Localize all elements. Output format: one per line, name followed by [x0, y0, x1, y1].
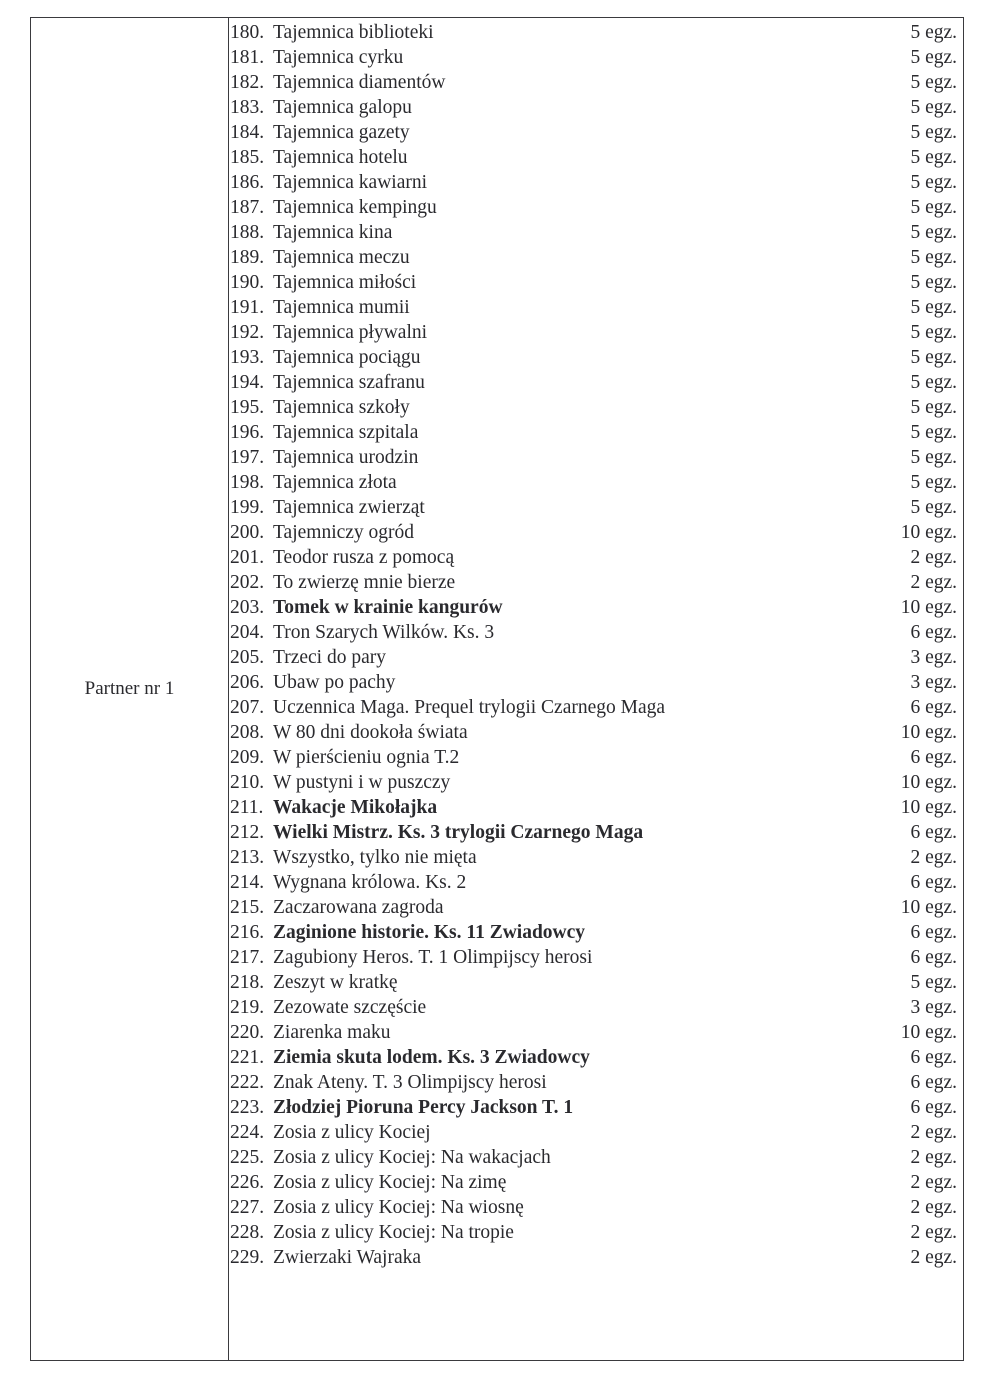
item-number: 198. — [230, 472, 265, 493]
copy-count: 5 egz. — [910, 447, 957, 468]
copy-count: 10 egz. — [900, 597, 957, 618]
table-row — [230, 1020, 963, 1045]
book-title: Uczennica Maga. Prequel trylogii Czarnego Maga — [273, 697, 666, 718]
book-title: Tajemnica mumii — [273, 297, 410, 318]
table-row — [230, 695, 963, 720]
book-title: Wakacje Mikołajka — [273, 797, 438, 818]
copy-count: 2 egz. — [910, 847, 957, 868]
table-row — [230, 395, 963, 420]
copy-count: 6 egz. — [910, 1097, 957, 1118]
copy-count: 5 egz. — [910, 472, 957, 493]
column-divider — [228, 18, 229, 1360]
book-title: Teodor rusza z pomocą — [273, 547, 455, 568]
copy-count: 10 egz. — [900, 897, 957, 918]
copy-count: 5 egz. — [910, 97, 957, 118]
table-row — [230, 770, 963, 795]
book-title: Tajemnica kempingu — [273, 197, 437, 218]
table-row — [230, 220, 963, 245]
copy-count: 10 egz. — [900, 722, 957, 743]
item-number: 227. — [230, 1197, 265, 1218]
table-row — [230, 245, 963, 270]
item-number: 197. — [230, 447, 265, 468]
copy-count: 2 egz. — [910, 547, 957, 568]
book-title: Ziarenka maku — [273, 1022, 391, 1043]
item-number: 194. — [230, 372, 265, 393]
table-row — [230, 720, 963, 745]
item-number: 181. — [230, 47, 265, 68]
copy-count: 2 egz. — [910, 1222, 957, 1243]
copy-count: 6 egz. — [910, 947, 957, 968]
item-number: 215. — [230, 897, 265, 918]
item-number: 189. — [230, 247, 265, 268]
copy-count: 10 egz. — [900, 797, 957, 818]
table-row — [230, 595, 963, 620]
book-title: Tajemnica kawiarni — [273, 172, 428, 193]
table-row — [230, 1170, 963, 1195]
table-row — [230, 445, 963, 470]
copy-count: 5 egz. — [910, 197, 957, 218]
table-row — [230, 920, 963, 945]
copy-count: 6 egz. — [910, 822, 957, 843]
item-number: 180. — [230, 22, 265, 43]
table-row — [230, 945, 963, 970]
table-row — [230, 1245, 963, 1270]
table-row — [230, 1045, 963, 1070]
table-row — [230, 845, 963, 870]
copy-count: 5 egz. — [910, 372, 957, 393]
book-title: Zwierzaki Wajraka — [273, 1247, 422, 1268]
copy-count: 5 egz. — [910, 72, 957, 93]
item-number: 187. — [230, 197, 265, 218]
copy-count: 5 egz. — [910, 322, 957, 343]
partner-cell — [31, 18, 228, 1360]
item-number: 226. — [230, 1172, 265, 1193]
copy-count: 5 egz. — [910, 297, 957, 318]
item-number: 221. — [230, 1047, 265, 1068]
item-number: 224. — [230, 1122, 265, 1143]
item-number: 202. — [230, 572, 265, 593]
book-title: Wygnana królowa. Ks. 2 — [273, 872, 467, 893]
table-row — [230, 495, 963, 520]
table-row — [230, 620, 963, 645]
copy-count: 5 egz. — [910, 172, 957, 193]
book-title: Zaginione historie. Ks. 11 Zwiadowcy — [273, 922, 586, 943]
item-number: 195. — [230, 397, 265, 418]
book-title: Tajemnica szafranu — [273, 372, 425, 393]
table-row — [230, 370, 963, 395]
book-title: Tajemnica kina — [273, 222, 393, 243]
book-title: W 80 dni dookoła świata — [273, 722, 468, 743]
copy-count: 6 egz. — [910, 747, 957, 768]
book-list — [230, 20, 963, 1270]
table-row — [230, 1070, 963, 1095]
copy-count: 2 egz. — [910, 1197, 957, 1218]
book-title: Tajemnica złota — [273, 472, 397, 493]
item-number: 201. — [230, 547, 265, 568]
book-title: Tajemnica pływalni — [273, 322, 428, 343]
book-title: Tajemnica biblioteki — [273, 22, 434, 43]
item-number: 210. — [230, 772, 265, 793]
copy-count: 3 egz. — [910, 997, 957, 1018]
table-row — [230, 645, 963, 670]
table-row — [230, 1095, 963, 1120]
item-number: 209. — [230, 747, 265, 768]
copy-count: 6 egz. — [910, 922, 957, 943]
item-number: 200. — [230, 522, 265, 543]
table-row — [230, 670, 963, 695]
item-number: 185. — [230, 147, 265, 168]
copy-count: 6 egz. — [910, 1047, 957, 1068]
item-number: 182. — [230, 72, 265, 93]
book-title: Ubaw po pachy — [273, 672, 396, 693]
table-row — [230, 295, 963, 320]
item-number: 204. — [230, 622, 265, 643]
copy-count: 2 egz. — [910, 572, 957, 593]
book-title: Złodziej Pioruna Percy Jackson T. 1 — [273, 1097, 574, 1118]
table-row — [230, 1220, 963, 1245]
book-title: Zosia z ulicy Kociej: Na wiosnę — [273, 1197, 524, 1218]
table-row — [230, 745, 963, 770]
item-number: 196. — [230, 422, 265, 443]
book-table — [30, 17, 964, 1361]
book-title: Zeszyt w kratkę — [273, 972, 398, 993]
copy-count: 6 egz. — [910, 872, 957, 893]
copy-count: 5 egz. — [910, 397, 957, 418]
book-title: Tajemnica urodzin — [273, 447, 419, 468]
book-title: Tajemnica szkoły — [273, 397, 410, 418]
book-title: Tron Szarych Wilków. Ks. 3 — [273, 622, 495, 643]
table-row — [230, 795, 963, 820]
item-number: 217. — [230, 947, 265, 968]
table-row — [230, 970, 963, 995]
copy-count: 5 egz. — [910, 222, 957, 243]
book-title: Tajemnica hotelu — [273, 147, 408, 168]
copy-count: 5 egz. — [910, 347, 957, 368]
table-row — [230, 570, 963, 595]
item-number: 229. — [230, 1247, 265, 1268]
copy-count: 2 egz. — [910, 1147, 957, 1168]
copy-count: 5 egz. — [910, 47, 957, 68]
copy-count: 3 egz. — [910, 672, 957, 693]
book-title: Wszystko, tylko nie mięta — [273, 847, 477, 868]
table-row — [230, 20, 963, 45]
copy-count: 3 egz. — [910, 647, 957, 668]
book-title: Ziemia skuta lodem. Ks. 3 Zwiadowcy — [273, 1047, 590, 1068]
copy-count: 5 egz. — [910, 147, 957, 168]
item-number: 207. — [230, 697, 265, 718]
item-number: 222. — [230, 1072, 265, 1093]
item-number: 219. — [230, 997, 265, 1018]
item-number: 213. — [230, 847, 265, 868]
book-title: Zosia z ulicy Kociej — [273, 1122, 431, 1143]
item-number: 183. — [230, 97, 265, 118]
item-number: 190. — [230, 272, 265, 293]
copy-count: 10 egz. — [900, 772, 957, 793]
table-row — [230, 95, 963, 120]
item-number: 184. — [230, 122, 265, 143]
item-number: 192. — [230, 322, 265, 343]
book-title: Tajemnica miłości — [273, 272, 417, 293]
book-title: Zezowate szczęście — [273, 997, 427, 1018]
item-number: 203. — [230, 597, 265, 618]
item-number: 211. — [230, 797, 264, 818]
book-title: Tajemnica cyrku — [273, 47, 404, 68]
table-row — [230, 120, 963, 145]
copy-count: 5 egz. — [910, 22, 957, 43]
item-number: 193. — [230, 347, 265, 368]
book-title: Tajemnica zwierząt — [273, 497, 425, 518]
copy-count: 6 egz. — [910, 622, 957, 643]
copy-count: 5 egz. — [910, 272, 957, 293]
copy-count: 10 egz. — [900, 522, 957, 543]
book-title: Tomek w krainie kangurów — [273, 597, 503, 618]
book-title: Wielki Mistrz. Ks. 3 trylogii Czarnego Maga — [273, 822, 644, 843]
item-number: 218. — [230, 972, 265, 993]
table-row — [230, 1195, 963, 1220]
table-row — [230, 545, 963, 570]
table-row — [230, 895, 963, 920]
item-number: 199. — [230, 497, 265, 518]
copy-count: 10 egz. — [900, 1022, 957, 1043]
table-row — [230, 420, 963, 445]
item-number: 186. — [230, 172, 265, 193]
table-row — [230, 870, 963, 895]
table-row — [230, 345, 963, 370]
item-number: 220. — [230, 1022, 265, 1043]
item-number: 216. — [230, 922, 265, 943]
book-title: Zosia z ulicy Kociej: Na zimę — [273, 1172, 507, 1193]
book-title: W pierścieniu ognia T.2 — [273, 747, 460, 768]
table-row — [230, 320, 963, 345]
copy-count: 5 egz. — [910, 122, 957, 143]
book-title: Tajemniczy ogród — [273, 522, 415, 543]
copy-count: 2 egz. — [910, 1122, 957, 1143]
copy-count: 2 egz. — [910, 1247, 957, 1268]
table-row — [230, 520, 963, 545]
copy-count: 6 egz. — [910, 697, 957, 718]
book-title: Tajemnica diamentów — [273, 72, 446, 93]
item-number: 214. — [230, 872, 265, 893]
book-title: Zosia z ulicy Kociej: Na wakacjach — [273, 1147, 551, 1168]
book-title: Zagubiony Heros. T. 1 Olimpijscy herosi — [273, 947, 593, 968]
table-row — [230, 145, 963, 170]
book-title: Znak Ateny. T. 3 Olimpijscy herosi — [273, 1072, 547, 1093]
copy-count: 2 egz. — [910, 1172, 957, 1193]
book-title: Tajemnica meczu — [273, 247, 410, 268]
item-number: 191. — [230, 297, 265, 318]
item-number: 212. — [230, 822, 265, 843]
partner-label: Partner nr 1 — [84, 678, 175, 699]
table-row — [230, 70, 963, 95]
table-row — [230, 1120, 963, 1145]
item-number: 205. — [230, 647, 265, 668]
table-row — [230, 45, 963, 70]
copy-count: 5 egz. — [910, 972, 957, 993]
book-title: Tajemnica szpitala — [273, 422, 419, 443]
table-row — [230, 1145, 963, 1170]
book-title: To zwierzę mnie bierze — [273, 572, 456, 593]
book-title: W pustyni i w puszczy — [273, 772, 451, 793]
book-title: Tajemnica pociągu — [273, 347, 421, 368]
book-title: Zosia z ulicy Kociej: Na tropie — [273, 1222, 514, 1243]
item-number: 188. — [230, 222, 265, 243]
item-number: 208. — [230, 722, 265, 743]
table-row — [230, 195, 963, 220]
table-row — [230, 995, 963, 1020]
book-title: Zaczarowana zagroda — [273, 897, 444, 918]
copy-count: 5 egz. — [910, 497, 957, 518]
item-number: 223. — [230, 1097, 265, 1118]
table-row — [230, 170, 963, 195]
item-number: 206. — [230, 672, 265, 693]
book-title: Tajemnica galopu — [273, 97, 412, 118]
table-row — [230, 270, 963, 295]
item-number: 225. — [230, 1147, 265, 1168]
copy-count: 5 egz. — [910, 422, 957, 443]
copy-count: 5 egz. — [910, 247, 957, 268]
table-row — [230, 820, 963, 845]
book-title: Trzeci do pary — [273, 647, 387, 668]
copy-count: 6 egz. — [910, 1072, 957, 1093]
item-number: 228. — [230, 1222, 265, 1243]
book-title: Tajemnica gazety — [273, 122, 410, 143]
table-row — [230, 470, 963, 495]
